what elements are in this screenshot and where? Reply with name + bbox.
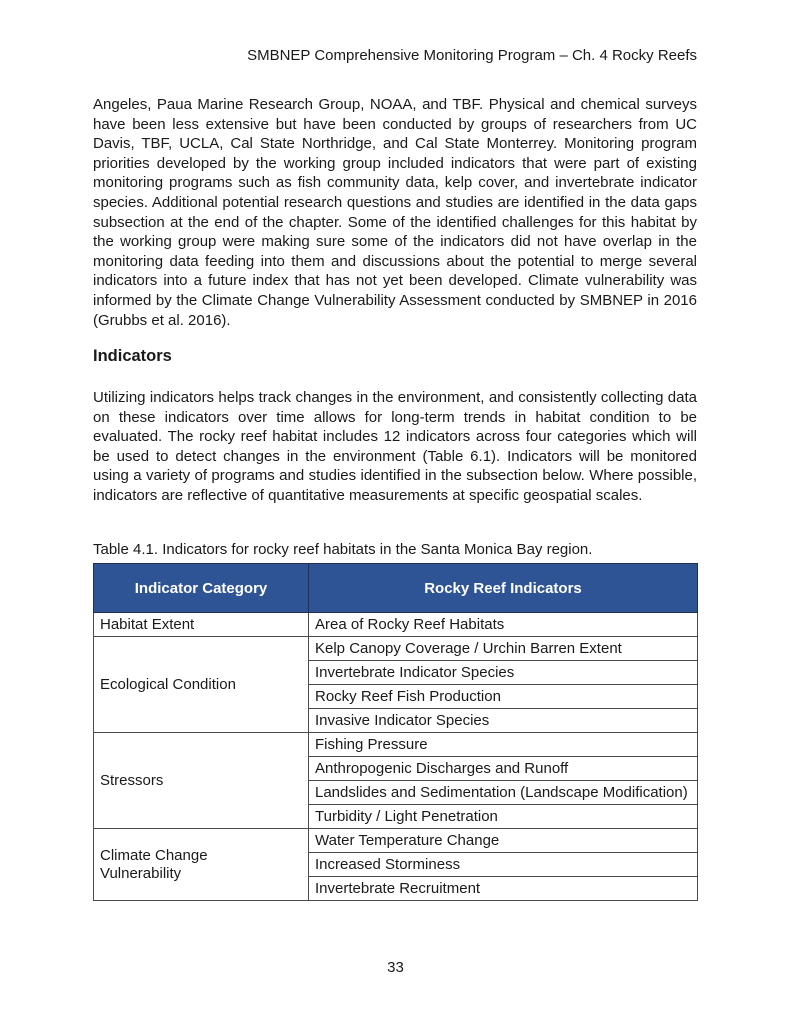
indicator-cell: Landslides and Sedimentation (Landscape Modification) [309, 781, 698, 805]
section-heading-indicators: Indicators [93, 347, 172, 365]
indicator-cell: Invasive Indicator Species [309, 709, 698, 733]
table-row [94, 613, 698, 637]
table-caption: Table 4.1. Indicators for rocky reef habitats in the Santa Monica Bay region. [93, 541, 593, 558]
indicator-cell: Fishing Pressure [309, 733, 698, 757]
category-cell: Habitat Extent [94, 613, 309, 637]
running-header: SMBNEP Comprehensive Monitoring Program – Ch. 4 Rocky Reefs [247, 47, 697, 64]
indicator-cell: Invertebrate Indicator Species [309, 661, 698, 685]
category-cell: Ecological Condition [94, 637, 309, 733]
table-row [94, 637, 698, 661]
table-header-row [94, 564, 698, 613]
column-header-category: Indicator Category [94, 564, 309, 613]
indicator-cell: Increased Storminess [309, 853, 698, 877]
column-header-indicators: Rocky Reef Indicators [309, 564, 698, 613]
indicator-cell: Invertebrate Recruitment [309, 877, 698, 901]
indicators-paragraph: Utilizing indicators helps track changes in the environment, and consistently collecting data on these indicators over time allows for long-term trends in habitat condition to be evaluated. The rocky reef habitat includes 12 indicators across four categories which will be used to detect changes in the environment (Table 6.1). Indicators will be monitored using a variety of programs and studies identified in the subsection below. Where possible, indicators are reflective of quantitative measurements at specific geospatial scales. [93, 389, 697, 504]
indicator-cell: Kelp Canopy Coverage / Urchin Barren Extent [309, 637, 698, 661]
indicators-table [93, 563, 698, 901]
indicator-cell: Anthropogenic Discharges and Runoff [309, 757, 698, 781]
indicator-cell: Turbidity / Light Penetration [309, 805, 698, 829]
page-number: 33 [387, 959, 404, 976]
table-row [94, 733, 698, 757]
table-row [94, 829, 698, 853]
indicator-cell: Water Temperature Change [309, 829, 698, 853]
indicator-cell: Rocky Reef Fish Production [309, 685, 698, 709]
category-cell: Climate Change Vulnerability [94, 829, 309, 901]
indicator-cell: Area of Rocky Reef Habitats [309, 613, 698, 637]
intro-paragraph: Angeles, Paua Marine Research Group, NOAA, and TBF. Physical and chemical surveys have been less extensive but have been conducted by groups of researchers from UC Davis, TBF, UCLA, Cal State Northridge, and Cal State Monterrey. Monitoring program priorities developed by the working group included indicators that were part of existing monitoring programs such as fish community data, kelp cover, and invertebrate indicator species. Additional potential research questions and studies are identified in the data gaps subsection at the end of the chapter. Some of the identified challenges for this habitat by the working group were making sure some of the indicators did not have overlap in the monitoring data feeding into them and discussions about the potential to merge several indicators into a future index that has not yet been developed. Climate vulnerability was informed by the Climate Change Vulnerability Assessment conducted by SMBNEP in 2016 (Grubbs et al. 2016). [93, 96, 697, 329]
category-cell: Stressors [94, 733, 309, 829]
